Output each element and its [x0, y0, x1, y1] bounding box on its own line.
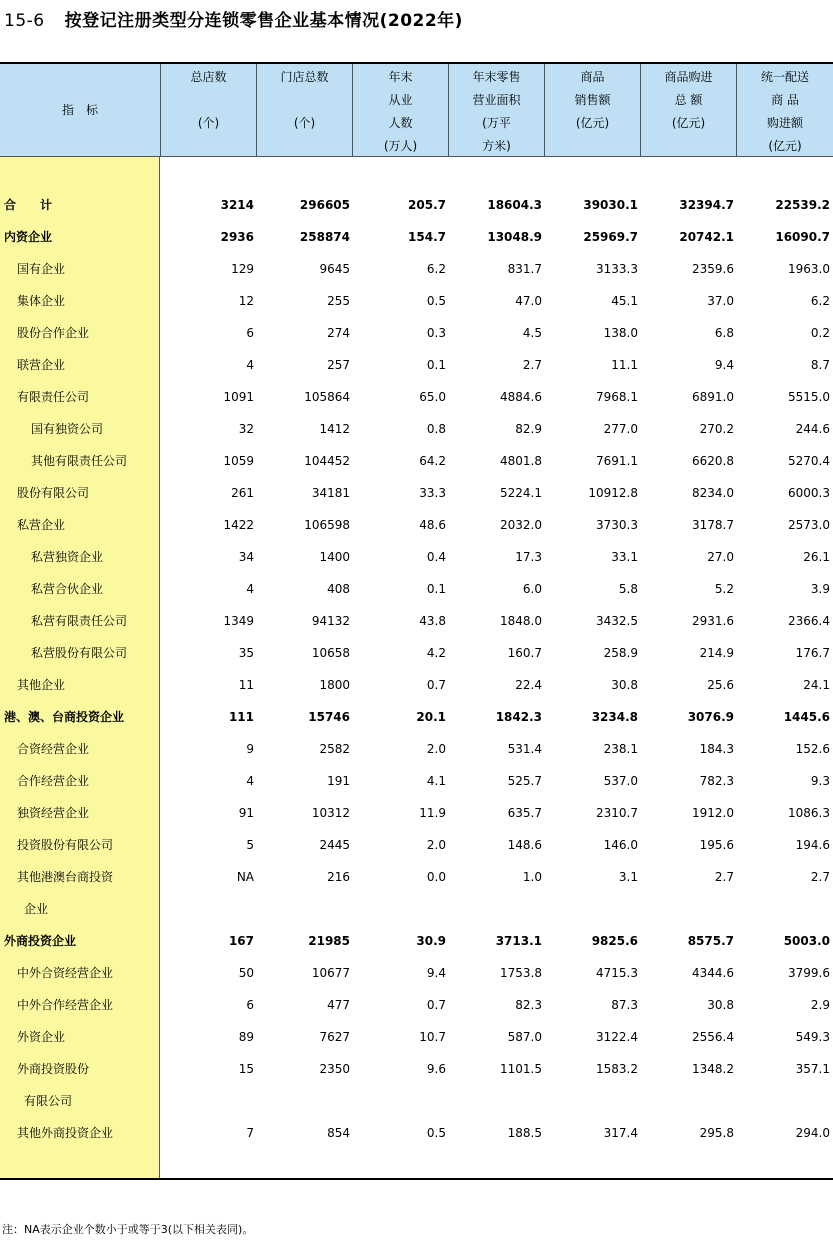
cell-value: 5224.1	[500, 486, 542, 500]
table-row	[0, 797, 833, 829]
cell-value: 1059	[223, 454, 254, 468]
table-row	[0, 637, 833, 669]
cell-value: 1842.3	[495, 710, 542, 724]
cell-value: 0.2	[810, 326, 830, 340]
cell-value: 0.8	[426, 422, 446, 436]
cell-value: 6891.0	[692, 390, 734, 404]
cell-value: 37.0	[707, 294, 734, 308]
row-label: 私营企业	[17, 518, 66, 532]
cell-value: 5.8	[618, 582, 638, 596]
cell-value: 8.7	[810, 358, 830, 372]
cell-value: 7968.1	[596, 390, 638, 404]
cell-value: 3234.8	[591, 710, 638, 724]
cell-value: 45.1	[611, 294, 638, 308]
cell-value: 3076.9	[687, 710, 734, 724]
cell-value: 6	[246, 326, 254, 340]
header-col-5-line: 销售额	[574, 93, 611, 107]
table-row-continuation	[0, 893, 833, 925]
row-label: 其他港澳台商投资	[17, 870, 114, 884]
cell-value: 35	[238, 646, 254, 660]
row-label: 合 计	[4, 198, 53, 212]
cell-value: NA	[236, 870, 254, 884]
cell-value: 4.1	[426, 774, 446, 788]
cell-value: 30.8	[707, 998, 734, 1012]
cell-value: 20.1	[416, 710, 446, 724]
cell-value: 1400	[319, 550, 350, 564]
cell-value: 0.1	[426, 358, 446, 372]
row-label: 股份合作企业	[17, 326, 90, 340]
row-label: 私营股份有限公司	[31, 646, 128, 660]
cell-value: 4344.6	[692, 966, 734, 980]
row-label: 外商投资企业	[4, 934, 77, 948]
cell-value: 2.0	[426, 742, 446, 756]
header-col-3-line: 从业	[388, 93, 413, 107]
cell-value: 6.2	[810, 294, 830, 308]
cell-value: 6.0	[522, 582, 542, 596]
cell-value: 11.9	[419, 806, 446, 820]
cell-value: 1445.6	[783, 710, 830, 724]
row-label: 中外合作经营企业	[17, 998, 114, 1012]
row-label: 国有独资公司	[31, 422, 104, 436]
cell-value: 25.6	[707, 678, 734, 692]
cell-value: 5.2	[714, 582, 734, 596]
cell-value: 2.7	[522, 358, 542, 372]
cell-value: 2032.0	[500, 518, 542, 532]
cell-value: 154.7	[408, 230, 446, 244]
row-label: 独资经营企业	[17, 806, 90, 820]
table-row	[0, 765, 833, 797]
cell-value: 34181	[311, 486, 350, 500]
cell-value: 15	[238, 1062, 254, 1076]
cell-value: 3214	[220, 198, 254, 212]
row-label: 联营企业	[17, 358, 66, 372]
cell-value: 89	[238, 1030, 254, 1044]
cell-value: 7	[246, 1126, 254, 1140]
header-col-4-line: 营业面积	[472, 93, 521, 107]
cell-value: 261	[231, 486, 254, 500]
cell-value: 8575.7	[687, 934, 734, 948]
cell-value: 3133.3	[596, 262, 638, 276]
row-label: 合作经营企业	[17, 774, 90, 788]
cell-value: 9645	[319, 262, 350, 276]
cell-value: 1412	[319, 422, 350, 436]
row-label: 中外合资经营企业	[17, 966, 114, 980]
cell-value: 1086.3	[788, 806, 830, 820]
cell-value: 5003.0	[783, 934, 830, 948]
row-label: 有限责任公司	[17, 390, 90, 404]
cell-value: 9825.6	[591, 934, 638, 948]
cell-value: 3730.3	[596, 518, 638, 532]
cell-value: 1349	[223, 614, 254, 628]
cell-value: 2445	[319, 838, 350, 852]
cell-value: 277.0	[603, 422, 638, 436]
header-col-2	[256, 64, 352, 156]
cell-value: 2359.6	[692, 262, 734, 276]
table-row	[0, 253, 833, 285]
cell-value: 11	[238, 678, 254, 692]
cell-value: 1101.5	[500, 1062, 542, 1076]
header-col-7-line: 商 品	[771, 93, 799, 107]
cell-value: 47.0	[515, 294, 542, 308]
cell-value: 30.9	[416, 934, 446, 948]
table-row	[0, 1053, 833, 1085]
header-col-1-line: 总店数	[190, 70, 227, 84]
cell-value: 1848.0	[500, 614, 542, 628]
cell-value: 1912.0	[692, 806, 734, 820]
cell-value: 274	[327, 326, 350, 340]
cell-value: 0.7	[426, 998, 446, 1012]
table-row	[0, 957, 833, 989]
row-label: 股份有限公司	[17, 486, 90, 500]
cell-value: 5270.4	[788, 454, 830, 468]
cell-value: 3799.6	[788, 966, 830, 980]
table-row	[0, 829, 833, 861]
cell-value: 194.6	[795, 838, 830, 852]
row-label-continuation: 有限公司	[24, 1094, 73, 1108]
cell-value: 0.5	[426, 1126, 446, 1140]
header-col-6	[640, 64, 736, 156]
cell-value: 3122.4	[596, 1030, 638, 1044]
header-col-2-line: 门店总数	[280, 70, 329, 84]
cell-value: 2.7	[714, 870, 734, 884]
cell-value: 138.0	[603, 326, 638, 340]
cell-value: 4884.6	[500, 390, 542, 404]
cell-value: 258874	[299, 230, 350, 244]
cell-value: 27.0	[707, 550, 734, 564]
cell-value: 30.8	[611, 678, 638, 692]
cell-value: 587.0	[507, 1030, 542, 1044]
row-label: 内资企业	[4, 230, 53, 244]
cell-value: 4	[246, 774, 254, 788]
row-label: 私营合伙企业	[31, 582, 104, 596]
cell-value: 3432.5	[596, 614, 638, 628]
header-col-6-line: 商品购进	[664, 70, 713, 84]
header-col-3	[352, 64, 448, 156]
cell-value: 26.1	[803, 550, 830, 564]
header-col-3-line: 年末	[388, 70, 413, 84]
cell-value: 184.3	[699, 742, 734, 756]
cell-value: 148.6	[507, 838, 542, 852]
cell-value: 94132	[311, 614, 350, 628]
cell-value: 32394.7	[679, 198, 734, 212]
cell-value: 10912.8	[588, 486, 638, 500]
cell-value: 214.9	[699, 646, 734, 660]
cell-value: 18604.3	[487, 198, 542, 212]
header-col-3-line: 人数	[388, 116, 413, 130]
cell-value: 1.0	[522, 870, 542, 884]
cell-value: 2.0	[426, 838, 446, 852]
table-row-continuation	[0, 1085, 833, 1117]
cell-value: 477	[327, 998, 350, 1012]
table-row	[0, 733, 833, 765]
cell-value: 104452	[304, 454, 350, 468]
cell-value: 21985	[308, 934, 350, 948]
cell-value: 2936	[220, 230, 254, 244]
cell-value: 152.6	[795, 742, 830, 756]
cell-value: 176.7	[795, 646, 830, 660]
header-stub: 指 标	[61, 103, 98, 117]
table-header	[0, 64, 833, 157]
cell-value: 87.3	[611, 998, 638, 1012]
cell-value: 39030.1	[583, 198, 638, 212]
bottom-rule	[0, 1178, 833, 1180]
table-row	[0, 701, 833, 733]
cell-value: 43.8	[419, 614, 446, 628]
cell-value: 2.7	[810, 870, 830, 884]
cell-value: 9.6	[426, 1062, 446, 1076]
cell-value: 3178.7	[692, 518, 734, 532]
cell-value: 4.5	[522, 326, 542, 340]
header-col-4-line: 年末零售	[472, 70, 521, 84]
cell-value: 10312	[311, 806, 350, 820]
cell-value: 1422	[223, 518, 254, 532]
header-col-4	[448, 64, 544, 156]
table-row	[0, 861, 833, 893]
row-label: 外商投资股份	[17, 1062, 90, 1076]
row-label: 合资经营企业	[17, 742, 90, 756]
row-label: 国有企业	[17, 262, 66, 276]
cell-value: 0.7	[426, 678, 446, 692]
table-row	[0, 989, 833, 1021]
cell-value: 8234.0	[692, 486, 734, 500]
cell-value: 2310.7	[596, 806, 638, 820]
table-title	[4, 6, 463, 31]
cell-value: 525.7	[507, 774, 542, 788]
header-col-6-line: 总 额	[674, 93, 703, 107]
cell-value: 34	[238, 550, 254, 564]
cell-value: 7691.1	[596, 454, 638, 468]
row-label: 外资企业	[17, 1030, 66, 1044]
cell-value: 10677	[311, 966, 350, 980]
cell-value: 13048.9	[487, 230, 542, 244]
header-col-7-line: 统一配送	[760, 70, 809, 84]
cell-value: 129	[231, 262, 254, 276]
cell-value: 195.6	[699, 838, 734, 852]
cell-value: 531.4	[507, 742, 542, 756]
table-number: 15-6	[4, 11, 45, 31]
table-row	[0, 509, 833, 541]
header-col-5-line: 商品	[580, 70, 605, 84]
cell-value: 2556.4	[692, 1030, 734, 1044]
table-row	[0, 349, 833, 381]
cell-value: 10.7	[419, 1030, 446, 1044]
row-label: 港、澳、台商投资企业	[4, 710, 125, 724]
table-row	[0, 413, 833, 445]
cell-value: 11.1	[611, 358, 638, 372]
cell-value: 3713.1	[495, 934, 542, 948]
header-col-1-line	[161, 89, 256, 112]
header-col-4-line: 方米)	[482, 139, 511, 153]
cell-value: 16090.7	[775, 230, 830, 244]
cell-value: 188.5	[507, 1126, 542, 1140]
header-col-7-line: (亿元)	[768, 139, 802, 153]
cell-value: 357.1	[795, 1062, 830, 1076]
cell-value: 2582	[319, 742, 350, 756]
cell-value: 10658	[311, 646, 350, 660]
header-col-6-line: (亿元)	[671, 116, 706, 130]
table-row	[0, 1117, 833, 1149]
cell-value: 2573.0	[788, 518, 830, 532]
cell-value: 6620.8	[692, 454, 734, 468]
table-row	[0, 381, 833, 413]
row-label: 集体企业	[17, 294, 66, 308]
cell-value: 1091	[223, 390, 254, 404]
cell-value: 2366.4	[788, 614, 830, 628]
table-row	[0, 477, 833, 509]
cell-value: 3.1	[618, 870, 638, 884]
cell-value: 0.3	[426, 326, 446, 340]
header-col-4-line: (万平	[482, 116, 511, 130]
table-row	[0, 573, 833, 605]
header-col-5-line: (亿元)	[575, 116, 610, 130]
table-row	[0, 317, 833, 349]
header-col-5	[544, 64, 640, 156]
cell-value: 4715.3	[596, 966, 638, 980]
cell-value: 160.7	[507, 646, 542, 660]
header-col-7-line: 购进额	[766, 116, 803, 130]
cell-value: 4	[246, 358, 254, 372]
cell-value: 22.4	[515, 678, 542, 692]
cell-value: 635.7	[507, 806, 542, 820]
cell-value: 1963.0	[788, 262, 830, 276]
cell-value: 216	[327, 870, 350, 884]
cell-value: 50	[238, 966, 254, 980]
header-col-2-line: (个)	[293, 116, 316, 130]
row-label: 私营独资企业	[31, 550, 104, 564]
cell-value: 82.9	[515, 422, 542, 436]
cell-value: 1753.8	[500, 966, 542, 980]
cell-value: 32	[238, 422, 254, 436]
table-row	[0, 605, 833, 637]
cell-value: 1583.2	[596, 1062, 638, 1076]
cell-value: 22539.2	[775, 198, 830, 212]
cell-value: 0.0	[426, 870, 446, 884]
cell-value: 9	[246, 742, 254, 756]
cell-value: 0.4	[426, 550, 446, 564]
cell-value: 64.2	[419, 454, 446, 468]
table-row	[0, 669, 833, 701]
cell-value: 4.2	[426, 646, 446, 660]
cell-value: 205.7	[408, 198, 446, 212]
table-row	[0, 445, 833, 477]
table-row	[0, 189, 833, 221]
cell-value: 48.6	[419, 518, 446, 532]
cell-value: 2350	[319, 1062, 350, 1076]
cell-value: 257	[327, 358, 350, 372]
header-col-7	[736, 64, 833, 156]
cell-value: 65.0	[419, 390, 446, 404]
table-row	[0, 541, 833, 573]
cell-value: 244.6	[795, 422, 830, 436]
cell-value: 317.4	[603, 1126, 638, 1140]
cell-value: 6.2	[426, 262, 446, 276]
table-title-text: 按登记注册类型分连锁零售企业基本情况(2022年)	[64, 11, 463, 31]
cell-value: 7627	[319, 1030, 350, 1044]
row-label: 其他企业	[17, 678, 66, 692]
cell-value: 270.2	[699, 422, 734, 436]
cell-value: 5515.0	[788, 390, 830, 404]
cell-value: 9.3	[810, 774, 830, 788]
cell-value: 106598	[304, 518, 350, 532]
table-row	[0, 221, 833, 253]
cell-value: 111	[228, 710, 254, 724]
cell-value: 549.3	[795, 1030, 830, 1044]
cell-value: 9.4	[714, 358, 734, 372]
cell-value: 854	[327, 1126, 350, 1140]
cell-value: 258.9	[603, 646, 638, 660]
table-row	[0, 1021, 833, 1053]
cell-value: 6000.3	[788, 486, 830, 500]
footnote: 注：NA表示企业个数小于或等于3(以下相关表同)。	[2, 1223, 254, 1236]
header-col-3-line: (万人)	[383, 139, 418, 153]
cell-value: 295.8	[699, 1126, 734, 1140]
cell-value: 0.1	[426, 582, 446, 596]
cell-value: 782.3	[699, 774, 734, 788]
cell-value: 4801.8	[500, 454, 542, 468]
cell-value: 167	[228, 934, 254, 948]
cell-value: 831.7	[507, 262, 542, 276]
header-col-2-line	[257, 89, 352, 112]
row-label: 其他外商投资企业	[17, 1126, 114, 1140]
cell-value: 12	[238, 294, 254, 308]
cell-value: 9.4	[426, 966, 446, 980]
cell-value: 15746	[308, 710, 350, 724]
cell-value: 1800	[319, 678, 350, 692]
cell-value: 2.9	[810, 998, 830, 1012]
row-label: 私营有限责任公司	[31, 614, 128, 628]
cell-value: 82.3	[515, 998, 542, 1012]
cell-value: 33.1	[611, 550, 638, 564]
cell-value: 408	[327, 582, 350, 596]
cell-value: 17.3	[515, 550, 542, 564]
cell-value: 33.3	[419, 486, 446, 500]
cell-value: 296605	[299, 198, 350, 212]
cell-value: 191	[327, 774, 350, 788]
cell-value: 5	[246, 838, 254, 852]
table-row	[0, 925, 833, 957]
cell-value: 2931.6	[692, 614, 734, 628]
cell-value: 24.1	[803, 678, 830, 692]
header-col-1	[160, 64, 256, 156]
cell-value: 4	[246, 582, 254, 596]
cell-value: 238.1	[603, 742, 638, 756]
cell-value: 91	[238, 806, 254, 820]
cell-value: 255	[327, 294, 350, 308]
row-label: 投资股份有限公司	[17, 838, 114, 852]
row-label-continuation: 企业	[24, 902, 49, 916]
cell-value: 294.0	[795, 1126, 830, 1140]
cell-value: 6.8	[714, 326, 734, 340]
table-row	[0, 285, 833, 317]
cell-value: 1348.2	[692, 1062, 734, 1076]
cell-value: 20742.1	[679, 230, 734, 244]
row-label: 其他有限责任公司	[31, 454, 128, 468]
cell-value: 105864	[304, 390, 350, 404]
cell-value: 6	[246, 998, 254, 1012]
cell-value: 25969.7	[583, 230, 638, 244]
cell-value: 537.0	[603, 774, 638, 788]
cell-value: 146.0	[603, 838, 638, 852]
cell-value: 3.9	[810, 582, 830, 596]
cell-value: 0.5	[426, 294, 446, 308]
header-col-1-line: (个)	[197, 116, 220, 130]
